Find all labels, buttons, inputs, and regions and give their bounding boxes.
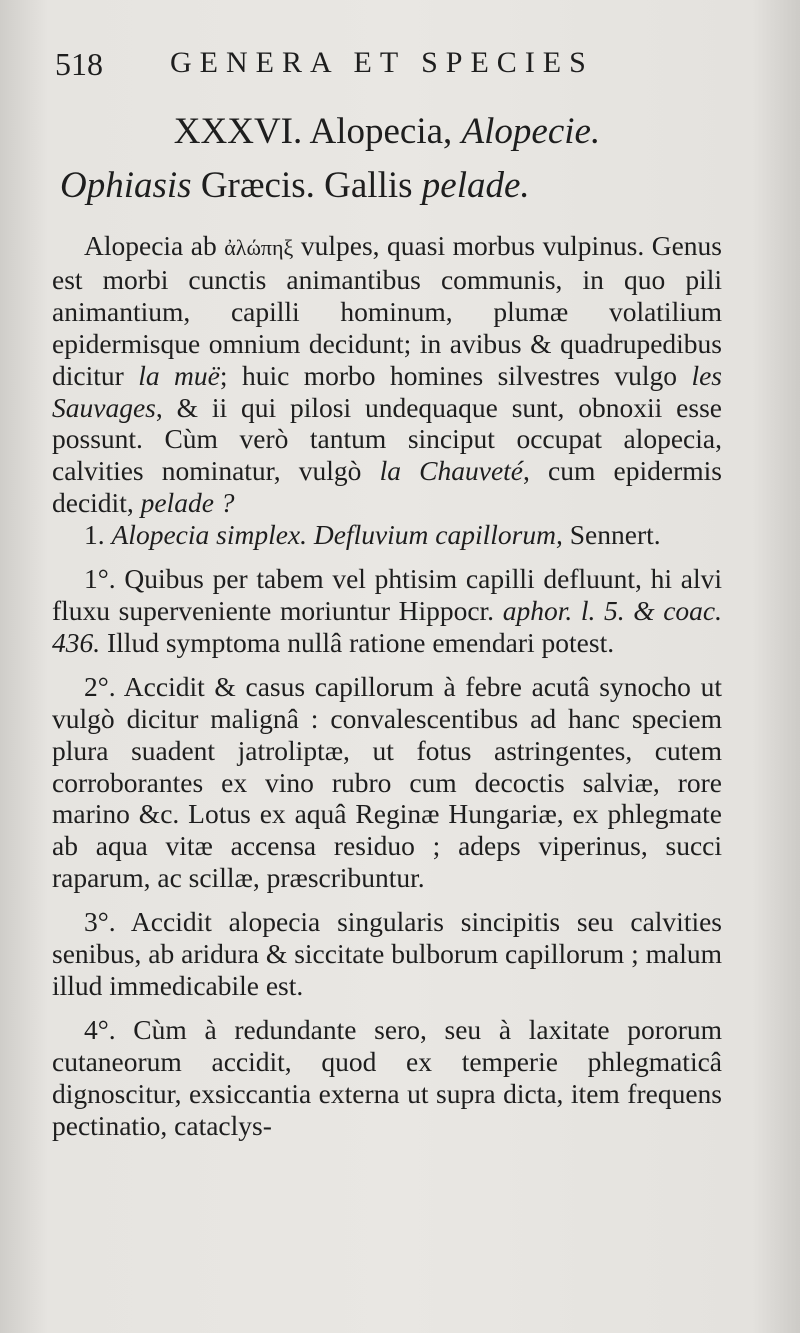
paragraph-3: 3°. Accidit alopecia singularis sincipitis seu calvities senibus, ab aridura & siccitate bulborum capillorum ; malum illud immedicabile est. (52, 906, 723, 1001)
section-name: Alopecia, (309, 111, 453, 152)
greek-word: ἀλώπηξ (224, 235, 294, 260)
section-number: XXXVI. (173, 111, 303, 152)
running-head: GENERA ET SPECIES (170, 46, 594, 79)
section-subtitle: Ophiasis Græcis. Gallis pelade. (60, 165, 530, 206)
page-header (55, 40, 755, 90)
section-title (52, 108, 722, 156)
paragraph-1: 1°. Quibus per tabem vel phtisim capilli defluunt, hi alvi fluxu superveniente moriuntur Hippocr. aphor. l. 5. & coac. 436. Illud symptoma nullâ ratione emendari potest. (52, 563, 723, 658)
paragraph-4: 4°. Cùm à redundante sero, seu à laxitate pororum cutaneorum accidit, quod ex temperie phlegmaticâ dignoscitur, exsiccantia externa ut supra dicta, item frequens pectinatio, cataclys- (52, 1013, 723, 1141)
species-heading: 1. Alopecia simplex. Defluvium capillorum, Sennert. (84, 519, 661, 551)
paragraph-2: 2°. Accidit & casus capillorum à febre acutâ synocho ut vulgò dicitur malignâ : convalescentibus ad hanc speciem plura suadent jatroliptæ, ut fotus astringentes, cutem corroborantes ex vino rubro cum decoctis salviæ, rore marino &c. Lotus ex aquâ Reginæ Hungariæ, ex phlegmate ab aqua vitæ accensa residuo ; adeps viperinus, succi raparum, ac scillæ, præscribuntur. (52, 670, 722, 894)
intro-paragraph: Alopecia ab ἀλώπηξ vulpes, quasi morbus vulpinus. Genus est morbi cunctis animantibus communis, in quo pili animantium, capilli hominum, plumæ volatilium epidermisque omnium decidunt; in avibus & quadrupedibus dicitur la muë; huic morbo homines silvestres vulgo les Sauvages, & ii qui pilosi undequaque sunt, obnoxii esse possunt. Cùm verò tantum sinciput occupat alopecia, calvities nominatur, vulgò la Chauveté, cum epidermis decidit, pelade ? (52, 230, 723, 519)
page-body (52, 108, 722, 1141)
section-name-french: Alopecie. (461, 111, 601, 152)
page-number: 518 (55, 46, 103, 82)
